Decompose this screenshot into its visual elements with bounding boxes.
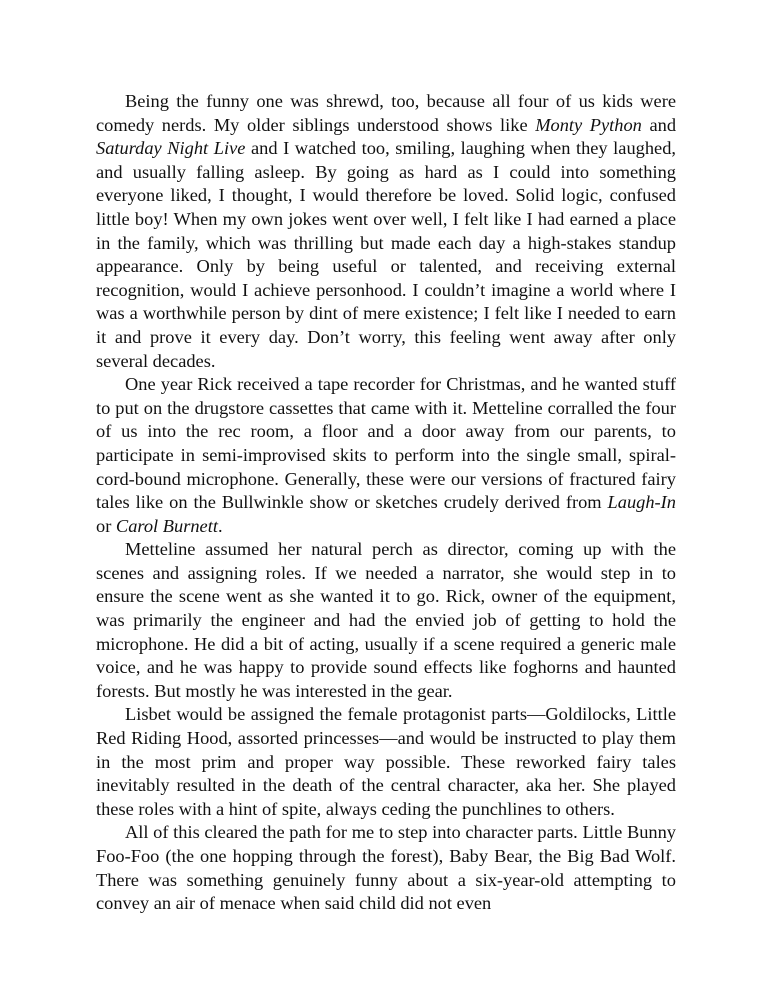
paragraph-text: Metteline assumed her natural perch as director, coming up with the scenes and assigning roles. If we needed a narrator, she would step in to ensure the scene went as she wanted it to go. Rick, owner of the equipment, was primarily the engineer and had the envied job of getting to hold the microphone. He did a bit of acting, usually if a scene required a generic male voice, and he was happy to provide sound effects like foghorns and haunted forests. But mostly he was interested in the gear. bbox=[96, 539, 676, 701]
show-title: Laugh-In bbox=[607, 492, 676, 513]
paragraph-text: Being the funny one was shrewd, too, because all four of us kids were comedy nerds. My older siblings understood shows like bbox=[96, 91, 676, 135]
paragraph-2 bbox=[96, 373, 676, 538]
show-title: Monty Python bbox=[535, 114, 642, 135]
paragraph-text: and bbox=[641, 114, 677, 135]
paragraph-text: or bbox=[96, 515, 116, 536]
paragraph-3 bbox=[96, 538, 676, 703]
paragraph-5 bbox=[96, 821, 676, 915]
paragraph-text: Lisbet would be assigned the female protagonist parts—Goldilocks, Little Red Riding Hood, assorted princesses—and would be instructed to play them in the most prim and proper way possible. These reworked fairy tales inevitably resulted in the death of the central character, aka her. She played these roles with a hint of spite, always ceding the punchlines to others. bbox=[96, 704, 676, 819]
body-text bbox=[96, 90, 676, 916]
paragraph-1 bbox=[96, 90, 676, 373]
paragraph-text: . bbox=[217, 515, 223, 536]
paragraph-text: One year Rick received a tape recorder for Christmas, and he wanted stuff to put on the drugstore cassettes that came with it. Metteline corralled the four of us into the rec room, a floor and a door away from our parents, to participate in semi-improvised skits to perform into the single small, spiral-cord-bound microphone. Generally, these were our versions of fractured fairy tales like on the Bullwinkle show or sketches crudely derived from bbox=[96, 374, 676, 513]
paragraph-4 bbox=[96, 703, 676, 821]
paragraph-text: All of this cleared the path for me to step into character parts. Little Bunny Foo-Foo (the one hopping through the forest), Baby Bear, the Big Bad Wolf. There was something genuinely funny about a six-year-old attempting to convey an air of menace when said child did not even bbox=[96, 822, 676, 914]
show-title: Carol Burnett bbox=[115, 515, 218, 536]
show-title: Saturday Night Live bbox=[96, 138, 246, 159]
paragraph-text: and I watched too, smiling, laughing when they laughed, and usually falling asleep. By going as hard as I could into something everyone liked, I thought, I would therefore be loved. Solid logic, confused little boy! When my own jokes went over well, I felt like I had earned a place in the family, which was thrilling but made each day a high-stakes standup appearance. Only by being useful or talented, and receiving external recognition, would I achieve personhood. I couldn’t imagine a world where I was a worthwhile person by dint of mere existence; I felt like I needed to earn it and prove it every day. Don’t worry, this feeling went away after only several decades. bbox=[96, 138, 676, 371]
